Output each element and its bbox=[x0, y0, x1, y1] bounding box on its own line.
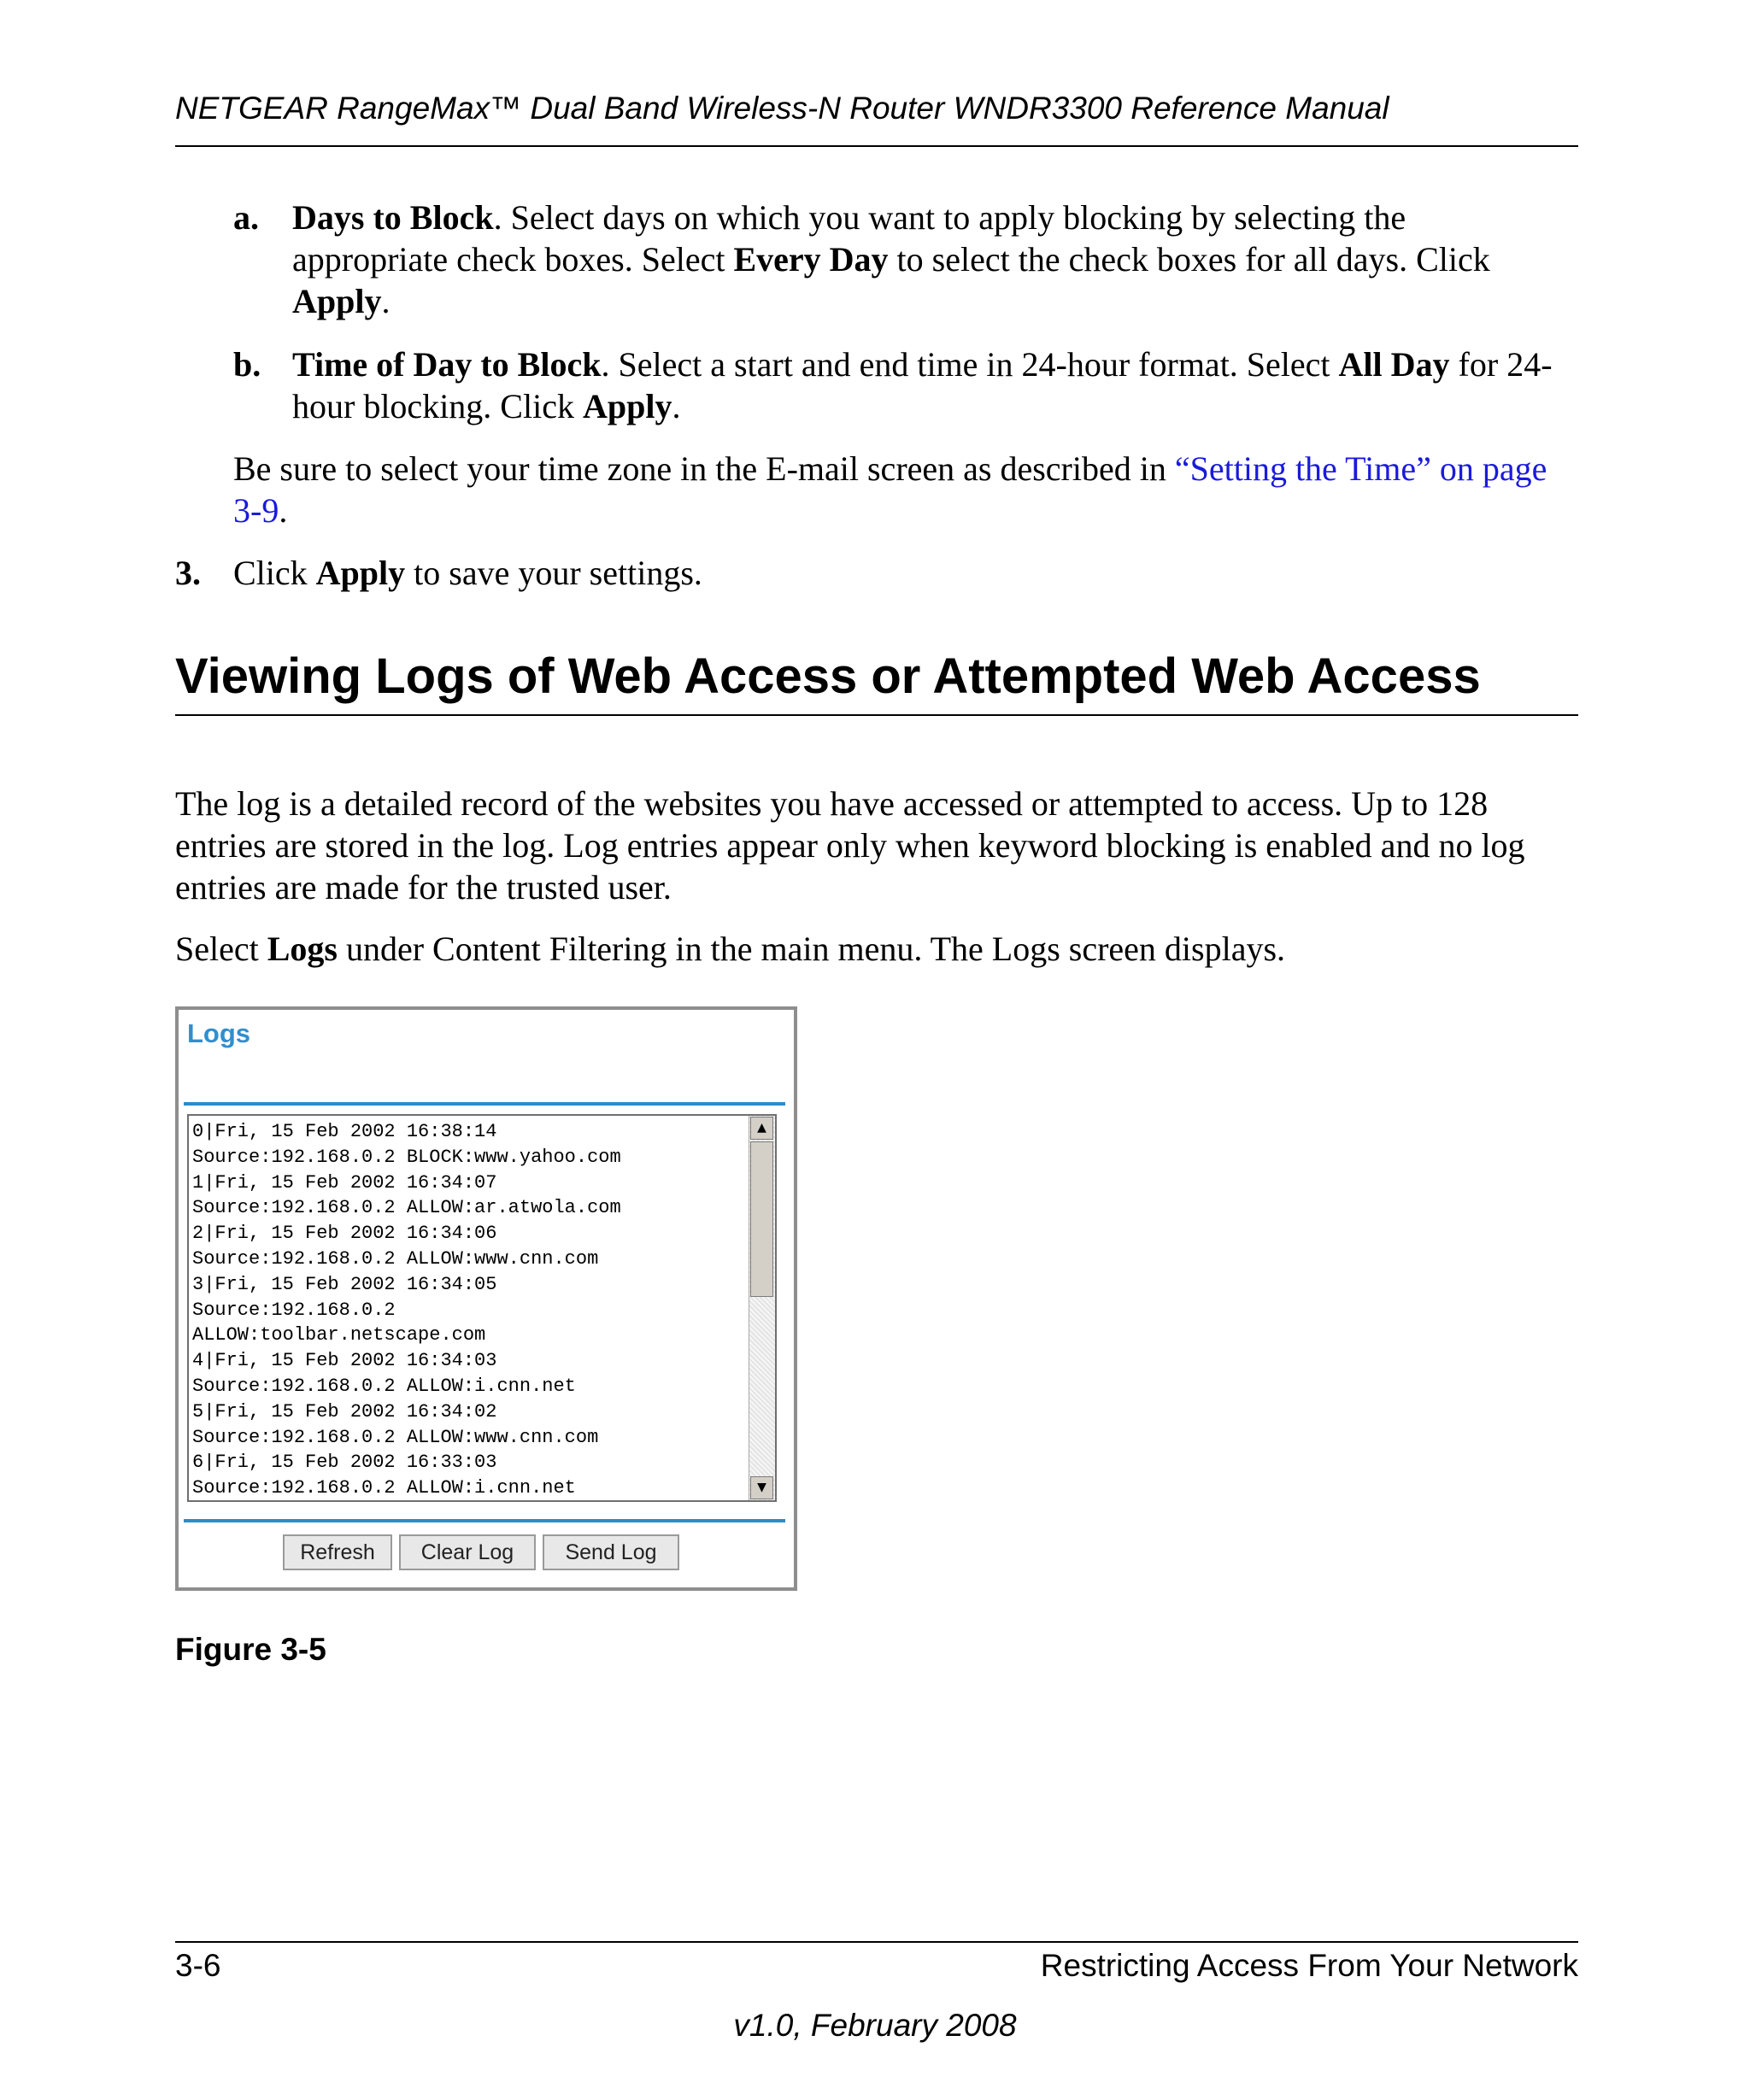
step-3-text: Click Apply to save your settings. bbox=[233, 554, 702, 592]
log-line: ALLOW:toolbar.netscape.com bbox=[192, 1324, 486, 1346]
scrollbar-thumb[interactable] bbox=[750, 1141, 773, 1297]
log-line: 2|Fri, 15 Feb 2002 16:34:06 bbox=[192, 1223, 497, 1245]
step-a-marker: a. bbox=[233, 198, 259, 237]
log-line: Source:192.168.0.2 ALLOW:i.cnn.net bbox=[192, 1375, 576, 1397]
step-3-marker: 3. bbox=[175, 554, 201, 592]
send-log-button[interactable]: Send Log bbox=[543, 1534, 679, 1570]
logs-textarea[interactable] bbox=[187, 1114, 777, 1502]
log-line: 5|Fri, 15 Feb 2002 16:34:02 bbox=[192, 1400, 497, 1422]
log-line: 6|Fri, 15 Feb 2002 16:33:03 bbox=[192, 1452, 497, 1474]
logs-screen bbox=[175, 1006, 797, 1591]
page-number: 3-6 bbox=[175, 1948, 221, 1983]
log-line: Source:192.168.0.2 ALLOW:ar.atwola.com bbox=[192, 1197, 621, 1219]
log-line: Source:192.168.0.2 ALLOW:i.cnn.net bbox=[192, 1477, 576, 1499]
version-date: v1.0, February 2008 bbox=[733, 2008, 1017, 2043]
log-line: Source:192.168.0.2 BLOCK:www.yahoo.com bbox=[192, 1146, 621, 1168]
log-entries bbox=[192, 1119, 748, 1501]
footer-rule bbox=[175, 1941, 1578, 1943]
logs-instruction: Select Logs under Content Filtering in the main menu. The Logs screen displays. bbox=[175, 930, 1286, 968]
clear-log-button[interactable]: Clear Log bbox=[399, 1534, 536, 1570]
log-line: 3|Fri, 15 Feb 2002 16:34:05 bbox=[192, 1273, 497, 1295]
log-line: Source:192.168.0.2 ALLOW:www.cnn.com bbox=[192, 1247, 599, 1270]
log-line: Source:192.168.0.2 bbox=[192, 1299, 396, 1321]
step-a-term: Days to Block bbox=[292, 198, 494, 237]
arrow-down-icon[interactable]: ▼ bbox=[750, 1476, 773, 1499]
logs-bottom-divider bbox=[184, 1519, 785, 1522]
section-title: Viewing Logs of Web Access or Attempted Web Access bbox=[175, 648, 1481, 704]
log-line: Source:192.168.0.2 ALLOW:www.cnn.com bbox=[192, 1426, 599, 1448]
figure-caption: Figure 3-5 bbox=[175, 1632, 326, 1667]
log-line: 0|Fri, 15 Feb 2002 16:38:14 bbox=[192, 1121, 497, 1142]
log-line: 1|Fri, 15 Feb 2002 16:34:07 bbox=[192, 1171, 497, 1194]
time-zone-note: Be sure to select your time zone in the E-mail screen as described in “Setting the Time” on page 3-9. bbox=[233, 449, 1547, 530]
arrow-up-icon[interactable]: ▲ bbox=[750, 1117, 773, 1140]
section-rule bbox=[175, 714, 1578, 716]
step-b-marker: b. bbox=[233, 345, 261, 384]
running-header: NETGEAR RangeMax™ Dual Band Wireless-N Router WNDR3300 Reference Manual bbox=[175, 91, 1389, 126]
refresh-button[interactable]: Refresh bbox=[283, 1534, 392, 1570]
step-a-text: Days to Block. Select days on which you want to apply blocking by selecting the appropriate check boxes. Select Every Day to select the check boxes for all days. Click Apply. bbox=[292, 198, 1490, 320]
header-rule bbox=[175, 145, 1578, 147]
logs-title: Logs bbox=[187, 1018, 251, 1048]
logs-top-divider bbox=[184, 1102, 785, 1106]
chapter-title: Restricting Access From Your Network bbox=[1040, 1948, 1578, 1983]
step-b-text: Time of Day to Block. Select a start and end time in 24-hour format. Select All Day for 24-hour blocking. Click Apply. bbox=[292, 345, 1553, 425]
logs-scrollbar[interactable] bbox=[749, 1116, 775, 1500]
logs-description: The log is a detailed record of the websites you have accessed or attempted to access. Up to 128 entries are stored in the log. Log entries appear only when keyword blocking is enabled and no log entries are made for the trusted user. bbox=[175, 784, 1525, 906]
log-line: 4|Fri, 15 Feb 2002 16:34:03 bbox=[192, 1350, 497, 1372]
setting-time-link[interactable]: “Setting the Time” on page 3-9 bbox=[233, 449, 1547, 530]
step-b-term: Time of Day to Block bbox=[292, 345, 602, 384]
